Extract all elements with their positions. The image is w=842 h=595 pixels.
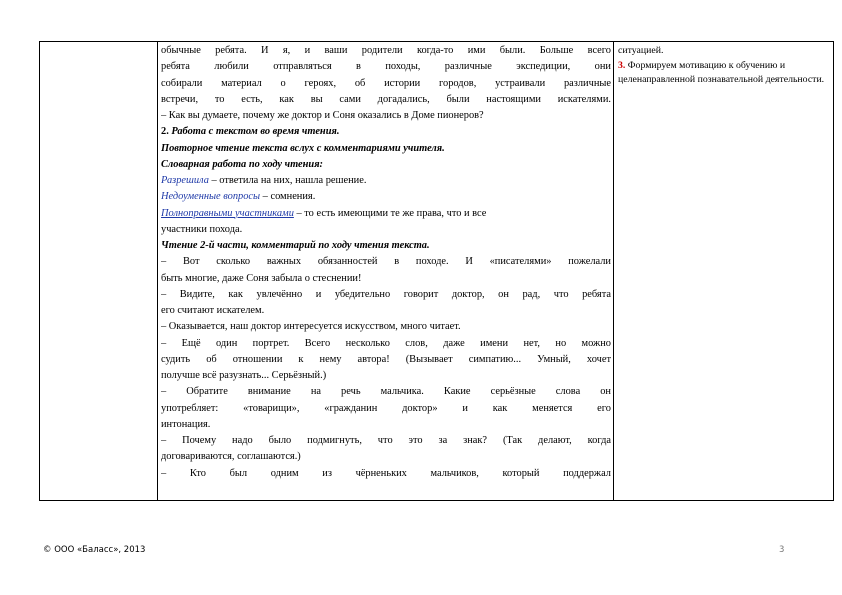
text-line: – Обратите внимание на речь мальчика. Какие серьёзные слова он [161,386,611,398]
text-line: интонация. [161,418,211,430]
section-title: Работа с текстом во время чтения. [168,126,340,138]
vocab-definition: – ответила на них, нашла решение. [208,175,367,186]
text-line: ребята любили отправляться в походы, различные экспедиции, они [161,61,611,73]
text-line: обычные ребята. И я, и ваши родители когда-то ими были. Больше всего [161,45,611,56]
lesson-table [39,41,834,501]
text-line: судить об отношении к нему автора! (Вызывает симпатию... Умный, хочет [161,353,611,365]
activity-heading: Повторное чтение текста вслух с комментариями учителя. [161,142,445,154]
vocab-term: Разрешила [161,175,209,186]
text-line: собирали материал о героях, об истории городов, устраивали различные [161,77,611,89]
text-line: получше всё разузнать... Серьёзный.) [161,370,327,381]
text-line: – Вот сколько важных обязанностей в походе. И «писателями» пожелали [161,256,611,268]
goal-item [618,59,832,88]
text-line: – Почему надо было подмигнуть, что это за знак? (Так делают, когда [161,435,611,446]
text-line: участники похода. [161,223,243,235]
activity-heading: Словарная работа по ходу чтения: [161,158,324,170]
text-line: – Видите, как увлечённо и убедительно говорит доктор, он рад, что ребята [161,288,611,300]
text-line: – Как вы думаете, почему же доктор и Соня оказались в Доме пионеров? [161,110,484,121]
text-line: встречи, то есть, как вы сами догадались, были настоящими искателями. [161,93,611,105]
vocab-entry [161,189,611,205]
text-line: употребляет: «товарищи», «гражданин доктор» и как меняется его [161,402,611,414]
lesson-content-column [161,43,611,499]
goal-text: Формируем мотивацию к обучению и целенаправленной познавательной деятельности. [618,59,825,86]
goals-column [618,44,832,88]
section-heading [161,124,611,140]
text-line: его считают искателем. [161,305,265,316]
activity-heading: Чтение 2-й части, комментарий по ходу чтения текста. [161,240,430,251]
text-line: быть многие, даже Соня забыла о стеснении! [161,272,362,284]
text-line: – Оказывается, наш доктор интересуется искусством, много читает. [161,321,461,333]
page-number: 3 [779,545,785,555]
text-line: договариваются, соглашаются.) [161,451,301,463]
vocab-definition: – то есть имеющими те же права, что и все [293,207,487,219]
vocab-entry [161,206,611,222]
vocab-term: Недоуменные вопросы [161,191,261,203]
vocab-term: Полноправными участниками [161,207,294,219]
text-line: – Ещё один портрет. Всего несколько слов, даже имени нет, но можно [161,337,611,349]
vocab-entry [161,173,611,189]
vocab-definition: – сомнения. [260,191,316,203]
goal-number: 3. [618,59,626,71]
goal-text: ситуацией. [618,45,664,56]
copyright-footer: © ООО «Баласс», 2013 [43,545,146,555]
section-number: 2. [161,126,169,138]
column-divider-left [157,42,158,500]
column-divider-right [613,42,614,500]
text-line: – Кто был одним из чёрненьких мальчиков, который поддержал [161,467,611,479]
